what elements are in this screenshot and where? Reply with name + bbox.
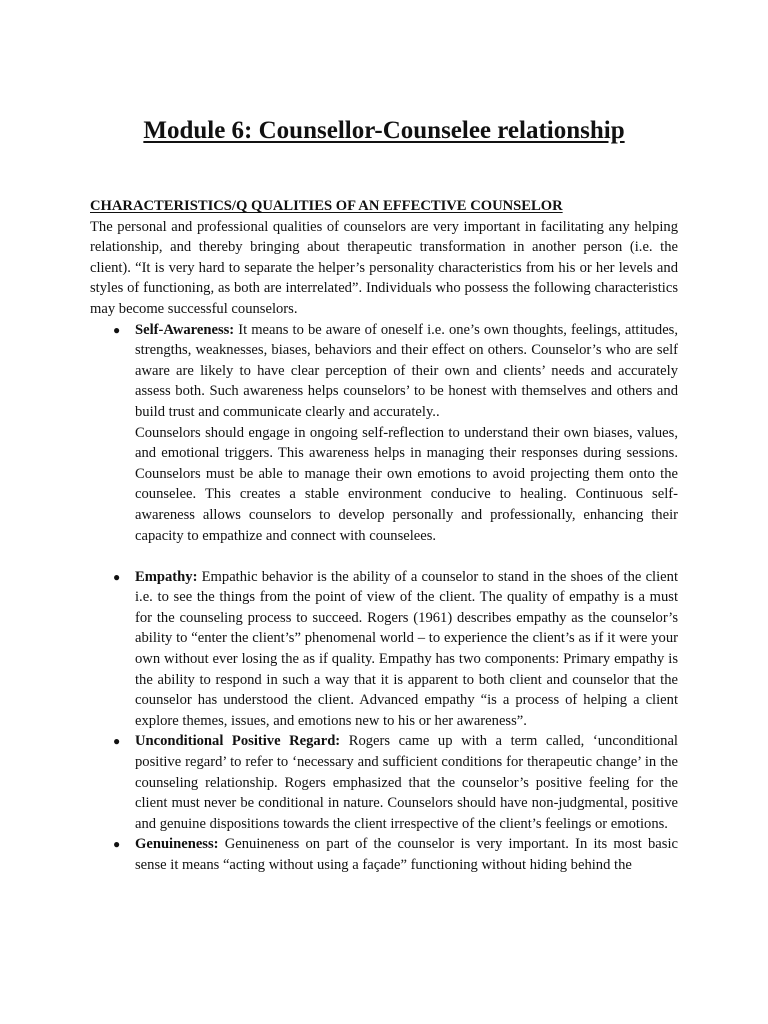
list-item-unconditional-positive-regard (90, 731, 678, 834)
item-text: Genuineness on part of the counselor is very important. In its most basic sense it means “acting without using a façade” functioning without hiding behind the (135, 836, 678, 873)
list-spacer (90, 546, 678, 567)
document-body (90, 196, 678, 876)
item-text: It means to be aware of oneself i.e. one’s own thoughts, feelings, attitudes, strengths, weaknesses, biases, behaviors and their effect on others. Counselor’s who are self aware are likely to have clear perception of their own and clients’ needs and accurately assess both. Such awareness helps counselors’ to be honest with themselves and others and build trust and communicate clearly and accurately.. (135, 321, 678, 420)
qualities-list (90, 320, 678, 876)
bullet-icon: ● (113, 322, 121, 337)
bullet-icon: ● (113, 569, 121, 584)
item-term: Unconditional Positive Regard: (135, 733, 341, 750)
bullet-icon: ● (113, 837, 121, 852)
item-term: Self-Awareness: (135, 321, 235, 338)
bullet-icon: ● (113, 734, 121, 749)
intro-paragraph: The personal and professional qualities of counselors are very important in facilitating any helping relationship, and thereby bringing about therapeutic transformation in another person (i.e. the client). “It is very hard to separate the helper’s personality characteristics from his or her levels and styles of functioning, as both are interrelated”. Individuals who possess the following characteristics may become successful counselors. (90, 218, 678, 317)
item-text: Empathic behavior is the ability of a counselor to stand in the shoes of the client i.e. to see the things from the point of view of the client. The quality of empathy is a must for the counseling process to succeed. Rogers (1961) describes empathy as the counselor’s ability to “enter the client’s” phenomenal world – to experience the client’s as if it were your own without ever losing the as if quality. Empathy has two components: Primary empathy is the ability to respond in such a way that it is apparent to both client and counselor that the counselor has understood the client. Advanced empathy “is a process of helping a client explore themes, issues, and emotions new to his or her awareness”. (135, 568, 678, 729)
list-item-self-awareness (90, 320, 678, 547)
item-term: Empathy: (135, 568, 198, 585)
item-text: Rogers came up with a term called, ‘unconditional positive regard’ to refer to ‘necessary and sufficient conditions for therapeutic change’ in the counseling relationship. Rogers emphasized that the counselor’s positive feeling for the client must never be conditional in nature. Counselors should have non-judgmental, positive and genuine dispositions towards the client irrespective of the client’s feelings or emotions. (135, 733, 678, 832)
list-item-empathy (90, 567, 678, 732)
item-term: Genuineness: (135, 836, 219, 853)
item-continuation: Counselors should engage in ongoing self-reflection to understand their own biases, values, and emotional triggers. This awareness helps in managing their responses during sessions. Counselors must be able to manage their own emotions to avoid projecting them onto the counselee. This creates a stable environment conducive to healing. Continuous self-awareness allows counselors to develop personally and professionally, enhancing their capacity to empathize and connect with counselees. (135, 424, 678, 544)
list-item-genuineness (90, 834, 678, 875)
section-heading: CHARACTERISTICS/Q QUALITIES OF AN EFFECTIVE COUNSELOR (90, 198, 563, 214)
page-title: Module 6: Counsellor-Counselee relationship (143, 117, 625, 144)
